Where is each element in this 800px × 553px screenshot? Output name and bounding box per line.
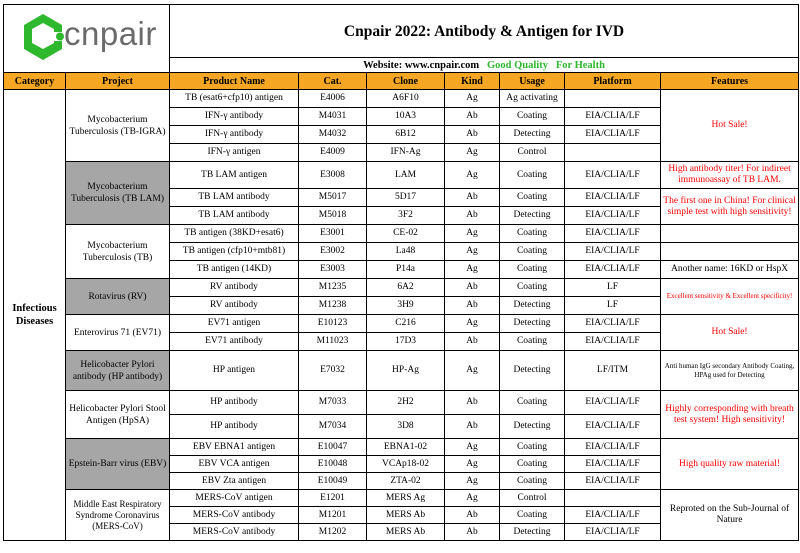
- platform: EIA/CLIA/LF: [565, 225, 661, 243]
- header-cell: Category: [4, 73, 66, 90]
- usage: Coating: [500, 473, 565, 490]
- feature-cell: Hot Sale!: [661, 315, 799, 351]
- header-cell: Cat.: [299, 73, 367, 90]
- platform: EIA/CLIA/LF: [565, 439, 661, 456]
- product-name: IFN-γ antigen: [170, 144, 299, 162]
- kind: Ab: [445, 189, 500, 207]
- kind: Ag: [445, 144, 500, 162]
- platform: EIA/CLIA/LF: [565, 162, 661, 189]
- product-name: MERS-CoV antibody: [170, 524, 299, 541]
- platform: EIA/CLIA/LF: [565, 473, 661, 490]
- platform: [565, 144, 661, 162]
- table-row: [4, 225, 799, 243]
- platform: EIA/CLIA/LF: [565, 126, 661, 144]
- usage: Control: [500, 144, 565, 162]
- product-name: IFN-γ antibody: [170, 108, 299, 126]
- project-cell: Mycobacterium Tuberculosis (TB-IGRA): [66, 90, 170, 162]
- cat-no: E4006: [299, 90, 367, 108]
- cat-no: M1202: [299, 524, 367, 541]
- usage: Coating: [500, 108, 565, 126]
- product-name: IFN-γ antibody: [170, 126, 299, 144]
- cat-no: E4009: [299, 144, 367, 162]
- feature-cell: High quality raw material!: [661, 439, 799, 490]
- usage: Coating: [500, 507, 565, 524]
- clone: MERS Ab: [367, 524, 445, 541]
- table-row: [4, 279, 799, 297]
- usage: Ag activating: [500, 90, 565, 108]
- product-name: TB antigen (14KD): [170, 261, 299, 279]
- feature-cell: Hot Sale!: [661, 90, 799, 162]
- project-cell: Helicobacter Pylori antibody (HP antibody): [66, 351, 170, 391]
- category-cell: Infectious Diseases: [4, 90, 66, 541]
- clone: HP-Ag: [367, 351, 445, 391]
- product-name: EV71 antibody: [170, 333, 299, 351]
- platform: LF: [565, 279, 661, 297]
- usage: Detecting: [500, 297, 565, 315]
- platform: EIA/CLIA/LF: [565, 391, 661, 415]
- kind: Ag: [445, 439, 500, 456]
- usage: Detecting: [500, 415, 565, 439]
- project-cell: Epstein-Barr virus (EBV): [66, 439, 170, 490]
- product-name: HP antigen: [170, 351, 299, 391]
- clone: CE-02: [367, 225, 445, 243]
- kind: Ab: [445, 391, 500, 415]
- product-name: TB LAM antibody: [170, 189, 299, 207]
- logo-area: [4, 5, 170, 73]
- usage: Coating: [500, 225, 565, 243]
- clone: MERS Ag: [367, 490, 445, 507]
- cat-no: E3003: [299, 261, 367, 279]
- project-cell: Mycobacterium Tuberculosis (TB LAM): [66, 162, 170, 225]
- platform: LF/ITM: [565, 351, 661, 391]
- usage: Coating: [500, 261, 565, 279]
- kind: Ab: [445, 207, 500, 225]
- cat-no: E10123: [299, 315, 367, 333]
- feature-cell: Anti human IgG secondary Antibody Coating, HPAg used for Detecting: [661, 351, 799, 391]
- kind: Ab: [445, 126, 500, 144]
- usage: Coating: [500, 243, 565, 261]
- project-cell: Enterovirus 71 (EV71): [66, 315, 170, 351]
- clone: EBNA1-02: [367, 439, 445, 456]
- platform: EIA/CLIA/LF: [565, 108, 661, 126]
- cat-no: E1201: [299, 490, 367, 507]
- platform: EIA/CLIA/LF: [565, 261, 661, 279]
- platform: EIA/CLIA/LF: [565, 315, 661, 333]
- usage: Detecting: [500, 207, 565, 225]
- table-row: [4, 90, 799, 108]
- product-table: [3, 4, 799, 541]
- usage: Control: [500, 490, 565, 507]
- product-name: MERS-CoV antibody: [170, 507, 299, 524]
- usage: Detecting: [500, 351, 565, 391]
- platform: EIA/CLIA/LF: [565, 207, 661, 225]
- cat-no: E10047: [299, 439, 367, 456]
- product-name: RV antibody: [170, 297, 299, 315]
- kind: Ab: [445, 507, 500, 524]
- product-name: TB LAM antibody: [170, 207, 299, 225]
- page-title: Cnpair 2022: Antibody & Antigen for IVD: [170, 5, 799, 58]
- clone: 3D8: [367, 415, 445, 439]
- project-cell: Middle East Respiratory Syndrome Coronavirus (MERS-CoV): [66, 490, 170, 541]
- clone: 5D17: [367, 189, 445, 207]
- tagline-quality: Good Quality: [486, 59, 548, 71]
- usage: Detecting: [500, 524, 565, 541]
- clone: 2H2: [367, 391, 445, 415]
- feature-cell: Reproted on the Sub-Journal of Nature: [661, 490, 799, 541]
- kind: Ab: [445, 108, 500, 126]
- kind: Ag: [445, 456, 500, 473]
- platform: LF: [565, 297, 661, 315]
- cat-no: M4032: [299, 126, 367, 144]
- clone: P14a: [367, 261, 445, 279]
- product-name: TB LAM antigen: [170, 162, 299, 189]
- cat-no: M5018: [299, 207, 367, 225]
- kind: Ag: [445, 351, 500, 391]
- platform: [565, 490, 661, 507]
- table-row: [4, 490, 799, 507]
- header-row: [4, 73, 799, 90]
- usage: Coating: [500, 333, 565, 351]
- product-name: MERS-CoV antigen: [170, 490, 299, 507]
- tagline-health: For Health: [555, 59, 605, 71]
- kind: Ag: [445, 90, 500, 108]
- kind: Ag: [445, 243, 500, 261]
- clone: LAM: [367, 162, 445, 189]
- kind: Ag: [445, 473, 500, 490]
- kind: Ag: [445, 490, 500, 507]
- platform: EIA/CLIA/LF: [565, 415, 661, 439]
- header-cell: Kind: [445, 73, 500, 90]
- header-cell: Features: [661, 73, 799, 90]
- cat-no: M1235: [299, 279, 367, 297]
- cat-no: E3008: [299, 162, 367, 189]
- feature-cell: [661, 225, 799, 243]
- clone: IFN-Ag: [367, 144, 445, 162]
- cat-no: M11023: [299, 333, 367, 351]
- usage: Detecting: [500, 126, 565, 144]
- clone: A6F10: [367, 90, 445, 108]
- feature-cell: Highly corresponding with breath test system! High sensitivity!: [661, 391, 799, 439]
- clone: 6A2: [367, 279, 445, 297]
- kind: Ab: [445, 297, 500, 315]
- header-cell: Product Name: [170, 73, 299, 90]
- cat-no: M1201: [299, 507, 367, 524]
- cat-no: M7033: [299, 391, 367, 415]
- platform: EIA/CLIA/LF: [565, 524, 661, 541]
- platform: EIA/CLIA/LF: [565, 333, 661, 351]
- clone: ZTA-02: [367, 473, 445, 490]
- platform: EIA/CLIA/LF: [565, 507, 661, 524]
- product-name: HP antibody: [170, 415, 299, 439]
- cat-no: M1238: [299, 297, 367, 315]
- feature-cell: Another name: 16KD or HspX: [661, 261, 799, 279]
- kind: Ag: [445, 225, 500, 243]
- clone: 6B12: [367, 126, 445, 144]
- product-name: EBV VCA antigen: [170, 456, 299, 473]
- product-name: EBV Zta antigen: [170, 473, 299, 490]
- project-cell: Helicobacter Pylori Stool Antigen (HpSA): [66, 391, 170, 439]
- clone: 3F2: [367, 207, 445, 225]
- clone: 17D3: [367, 333, 445, 351]
- feature-cell: The first one in China! For clinical simple test with high sensitivity!: [661, 189, 799, 225]
- usage: Coating: [500, 391, 565, 415]
- header-cell: Clone: [367, 73, 445, 90]
- usage: Coating: [500, 279, 565, 297]
- product-name: EBV EBNA1 antigen: [170, 439, 299, 456]
- product-name: HP antibody: [170, 391, 299, 415]
- product-name: TB antigen (cfp10+mtb81): [170, 243, 299, 261]
- table-row: [4, 391, 799, 415]
- platform: [565, 90, 661, 108]
- kind: Ag: [445, 162, 500, 189]
- cnpair-logo-icon: [20, 12, 66, 64]
- table-row: [4, 162, 799, 189]
- platform: EIA/CLIA/LF: [565, 243, 661, 261]
- feature-cell: High antibody titer! For indireet immunoassay of TB LAM.: [661, 162, 799, 189]
- feature-cell: Excellent sensitivity & Excellent specificity!: [661, 279, 799, 315]
- project-cell: Mycobacterium Tuberculosis (TB): [66, 225, 170, 279]
- product-name: TB antigen (38KD+esat6): [170, 225, 299, 243]
- header-cell: Usage: [500, 73, 565, 90]
- product-name: RV antibody: [170, 279, 299, 297]
- header-cell: Project: [66, 73, 170, 90]
- cat-no: E3002: [299, 243, 367, 261]
- clone: VCAp18-02: [367, 456, 445, 473]
- cat-no: E10048: [299, 456, 367, 473]
- kind: Ab: [445, 524, 500, 541]
- kind: Ag: [445, 261, 500, 279]
- kind: Ab: [445, 279, 500, 297]
- kind: Ag: [445, 315, 500, 333]
- usage: Coating: [500, 189, 565, 207]
- table-row: [4, 351, 799, 391]
- cat-no: M5017: [299, 189, 367, 207]
- feature-cell: [661, 243, 799, 261]
- logo-text: cnpair: [64, 14, 157, 52]
- cat-no: E7032: [299, 351, 367, 391]
- platform: EIA/CLIA/LF: [565, 456, 661, 473]
- usage: Coating: [500, 456, 565, 473]
- table-row: [4, 439, 799, 456]
- website-label: Website: www.cnpair.com: [363, 59, 480, 71]
- clone: 10A3: [367, 108, 445, 126]
- cat-no: M4031: [299, 108, 367, 126]
- platform: EIA/CLIA/LF: [565, 189, 661, 207]
- clone: La48: [367, 243, 445, 261]
- kind: Ab: [445, 415, 500, 439]
- usage: Detecting: [500, 315, 565, 333]
- product-name: EV71 antigen: [170, 315, 299, 333]
- clone: 3H9: [367, 297, 445, 315]
- header-cell: Platform: [565, 73, 661, 90]
- usage: Coating: [500, 162, 565, 189]
- cat-no: E3001: [299, 225, 367, 243]
- website-banner: [170, 58, 799, 73]
- table-row: [4, 315, 799, 333]
- clone: C216: [367, 315, 445, 333]
- usage: Coating: [500, 439, 565, 456]
- product-name: TB (esat6+cfp10) antigen: [170, 90, 299, 108]
- cat-no: M7034: [299, 415, 367, 439]
- cat-no: E10049: [299, 473, 367, 490]
- project-cell: Rotavirus (RV): [66, 279, 170, 315]
- clone: MERS Ab: [367, 507, 445, 524]
- kind: Ab: [445, 333, 500, 351]
